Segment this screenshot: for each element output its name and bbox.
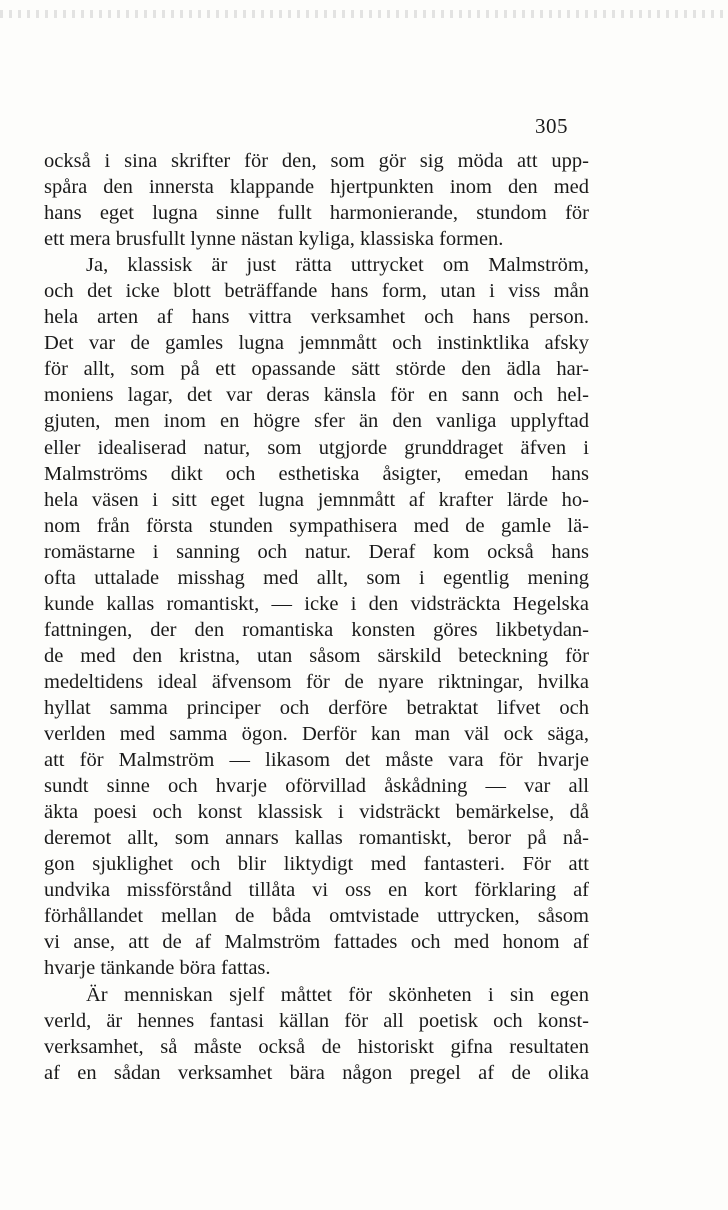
text-line: deremot allt, som annars kallas romantiskt, beror på nå- xyxy=(44,827,589,850)
text-line: Är menniskan sjelf måttet för skönheten i sin egen xyxy=(86,983,589,1006)
text-line: ett mera brusfullt lynne nästan kyliga, klassiska formen. xyxy=(44,228,504,251)
text-line: hela väsen i sitt eget lugna jemnmått af krafter lärde ho- xyxy=(44,488,589,511)
text-line: Det var de gamles lugna jemnmått och instinktlika afsky xyxy=(44,332,589,355)
text-line: gon sjuklighet och blir liktydigt med fantasteri. För att xyxy=(44,853,589,876)
text-line: sundt sinne och hvarje oförvillad åskådning — var all xyxy=(44,775,589,798)
text-line: undvika missförstånd tillåta vi oss en kort förklaring af xyxy=(44,879,589,902)
text-line: hvarje tänkande böra fattas. xyxy=(44,957,271,980)
text-line: vi anse, att de af Malmström fattades och med honom af xyxy=(44,931,589,954)
text-line: af en sådan verksamhet bära någon pregel af de olika xyxy=(44,1061,589,1084)
text-line: spåra den innersta klappande hjertpunkten inom den med xyxy=(44,176,589,199)
text-line: gjuten, men inom en högre sfer än den vanliga upplyftad xyxy=(44,410,589,433)
text-line: verld, är hennes fantasi källan för all poetisk och konst- xyxy=(44,1009,589,1032)
body-text xyxy=(44,148,589,1086)
text-line: de med den kristna, utan såsom särskild beteckning för xyxy=(44,644,589,667)
text-line: för allt, som på ett opassande sätt störde den ädla har- xyxy=(44,358,589,381)
text-line: hyllat samma principer och derföre betraktat lifvet och xyxy=(44,696,589,719)
text-line: nom från första stunden sympathisera med de gamle lä- xyxy=(44,514,589,537)
text-line: hans eget lugna sinne fullt harmonierande, stundom för xyxy=(44,202,589,225)
page-number: 305 xyxy=(535,114,568,138)
text-line: också i sina skrifter för den, som gör sig möda att upp- xyxy=(44,150,589,172)
text-line: verlden med samma ögon. Derför kan man väl ock säga, xyxy=(44,723,589,746)
text-line: moniens lagar, det var deras känsla för en sann och hel- xyxy=(44,384,589,407)
text-line: hela arten af hans vittra verksamhet och hans person. xyxy=(44,306,589,329)
text-line: fattningen, der den romantiska konsten göres likbetydan- xyxy=(44,618,589,641)
text-line: förhållandet mellan de båda omtvistade uttrycken, såsom xyxy=(44,905,589,928)
text-line: och det icke blott beträffande hans form, utan i viss mån xyxy=(44,280,589,303)
text-line: kunde kallas romantiskt, — icke i den vidsträckta Hegelska xyxy=(44,592,589,615)
text-line: ofta uttalade misshag med allt, som i egentlig mening xyxy=(44,566,589,589)
text-line: verksamhet, så måste också de historiskt gifna resultaten xyxy=(44,1035,589,1058)
text-line: medeltidens ideal äfvensom för de nyare riktningar, hvilka xyxy=(44,670,589,693)
text-line: att för Malmström — likasom det måste vara för hvarje xyxy=(44,749,589,772)
text-line: romästarne i sanning och natur. Deraf kom också hans xyxy=(44,540,589,563)
text-line: Malmströms dikt och esthetiska åsigter, emedan hans xyxy=(44,462,589,485)
text-line: Ja, klassisk är just rätta uttrycket om Malmström, xyxy=(86,254,589,277)
text-line: äkta poesi och konst klassisk i vidsträckt bemärkelse, då xyxy=(44,801,589,824)
page-top-edge-rule xyxy=(0,10,728,18)
text-line: eller idealiserad natur, som utgjorde grunddraget äfven i xyxy=(44,436,589,459)
